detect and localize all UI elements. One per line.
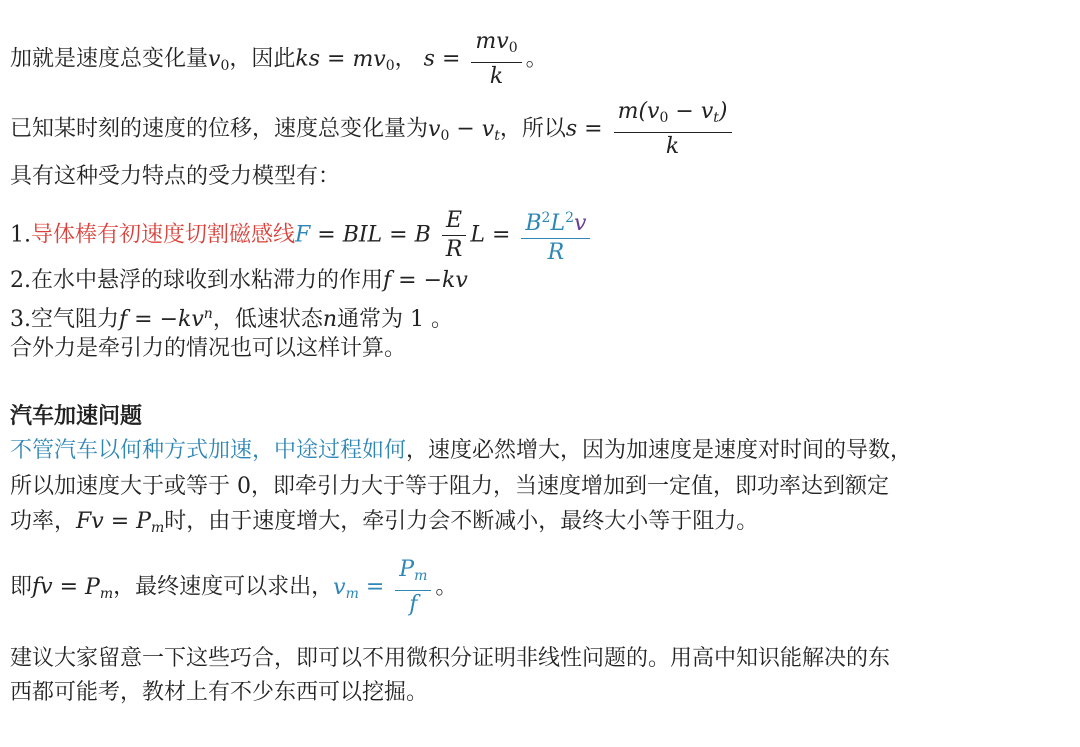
- text: 通常为 1 。: [337, 307, 453, 332]
- line-velocity-change: 加就是速度总变化量$v_0$，因此ks = $mv_0$， s = $\frac{mv_0}{k}$ 。: [10, 29, 548, 89]
- line-displacement: 已知某时刻的速度的位移，速度总变化量为$v_0 - v_t$，所以s = $\frac{m(v_0 - v_t)}{k}$: [10, 98, 736, 161]
- text: ，: [394, 46, 417, 72]
- blue-text: 不管汽车以何种方式加速，中途过程如何: [10, 438, 407, 463]
- line-models-intro: 具有这种受力特点的受力模型有：: [10, 164, 341, 189]
- red-text: 导体棒有初速度切割磁感线: [31, 222, 296, 248]
- line-final-velocity: 即fv = $P_m$，最终速度可以求出，$v_m$ = $\frac{P_m}{f}$ 。: [10, 557, 458, 617]
- fraction-displacement: $\frac{m(v_0 - v_t)}{k}$: [614, 98, 732, 161]
- section-heading: 汽车加速问题: [10, 404, 143, 429]
- text: 2.在水中悬浮的球收到水粘滞力的作用: [10, 268, 383, 293]
- text: 即: [10, 574, 33, 600]
- text: 时，由于速度增大，牵引力会不断减小，最终大小等于阻力。: [164, 509, 759, 534]
- text: ，所以: [499, 116, 566, 142]
- fraction-mv0-over-k: $\frac{mv_0}{k}$: [471, 28, 521, 91]
- text: 3.空气阻力: [10, 307, 119, 332]
- line-traction-note: 合外力是牵引力的情况也可以这样计算。: [10, 336, 407, 361]
- text: 加就是速度总变化量: [10, 46, 209, 72]
- paragraph-line-3: 功率，$Fv = P_m$时，由于速度增大，牵引力会不断减小，最终大小等于阻力。: [10, 509, 759, 536]
- text: 1.: [10, 222, 31, 248]
- fraction-E-over-R: $\frac{E}{R}$: [442, 207, 467, 264]
- fraction-B2L2v-over-R: $\frac{B^2L^2v}{R}$: [521, 204, 590, 267]
- closing-line-1: 建议大家留意一下这些巧合，即可以不用微积分证明非线性问题的。用高中知识能解决的东: [10, 646, 891, 671]
- line-model-3: 3.空气阻力$f = -kv^n$，低速状态n通常为 1 。: [10, 306, 453, 332]
- text: 。: [525, 46, 548, 72]
- text: 。: [435, 574, 458, 600]
- line-model-2: 2.在水中悬浮的球收到水粘滞力的作用f = −kv: [10, 268, 468, 293]
- closing-line-2: 西都可能考，教材上有不少东西可以挖掘。: [10, 680, 429, 705]
- text: ，因此: [229, 46, 296, 72]
- text: ，低速状态: [212, 307, 323, 332]
- text: 功率，: [10, 509, 77, 534]
- text: 已知某时刻的速度的位移，速度总变化量为: [10, 116, 429, 142]
- paragraph-line-2: 所以加速度大于或等于 0，即牵引力大于等于阻力，当速度增加到一定值，即功率达到额定: [10, 474, 889, 499]
- text: ，最终速度可以求出，: [113, 574, 334, 600]
- paragraph-line-1: [10, 436, 912, 466]
- fraction-Pm-over-f: $\frac{P_m}{f}$: [395, 556, 431, 619]
- text: ，速度必然增大，因为加速度是速度对时间的导数，: [406, 438, 913, 463]
- line-model-1: 1.导体棒有初速度切割磁感线F = BIL = B $\frac{E}{R}$ L = $\frac{B^2L^2v}{R}$: [10, 204, 594, 267]
